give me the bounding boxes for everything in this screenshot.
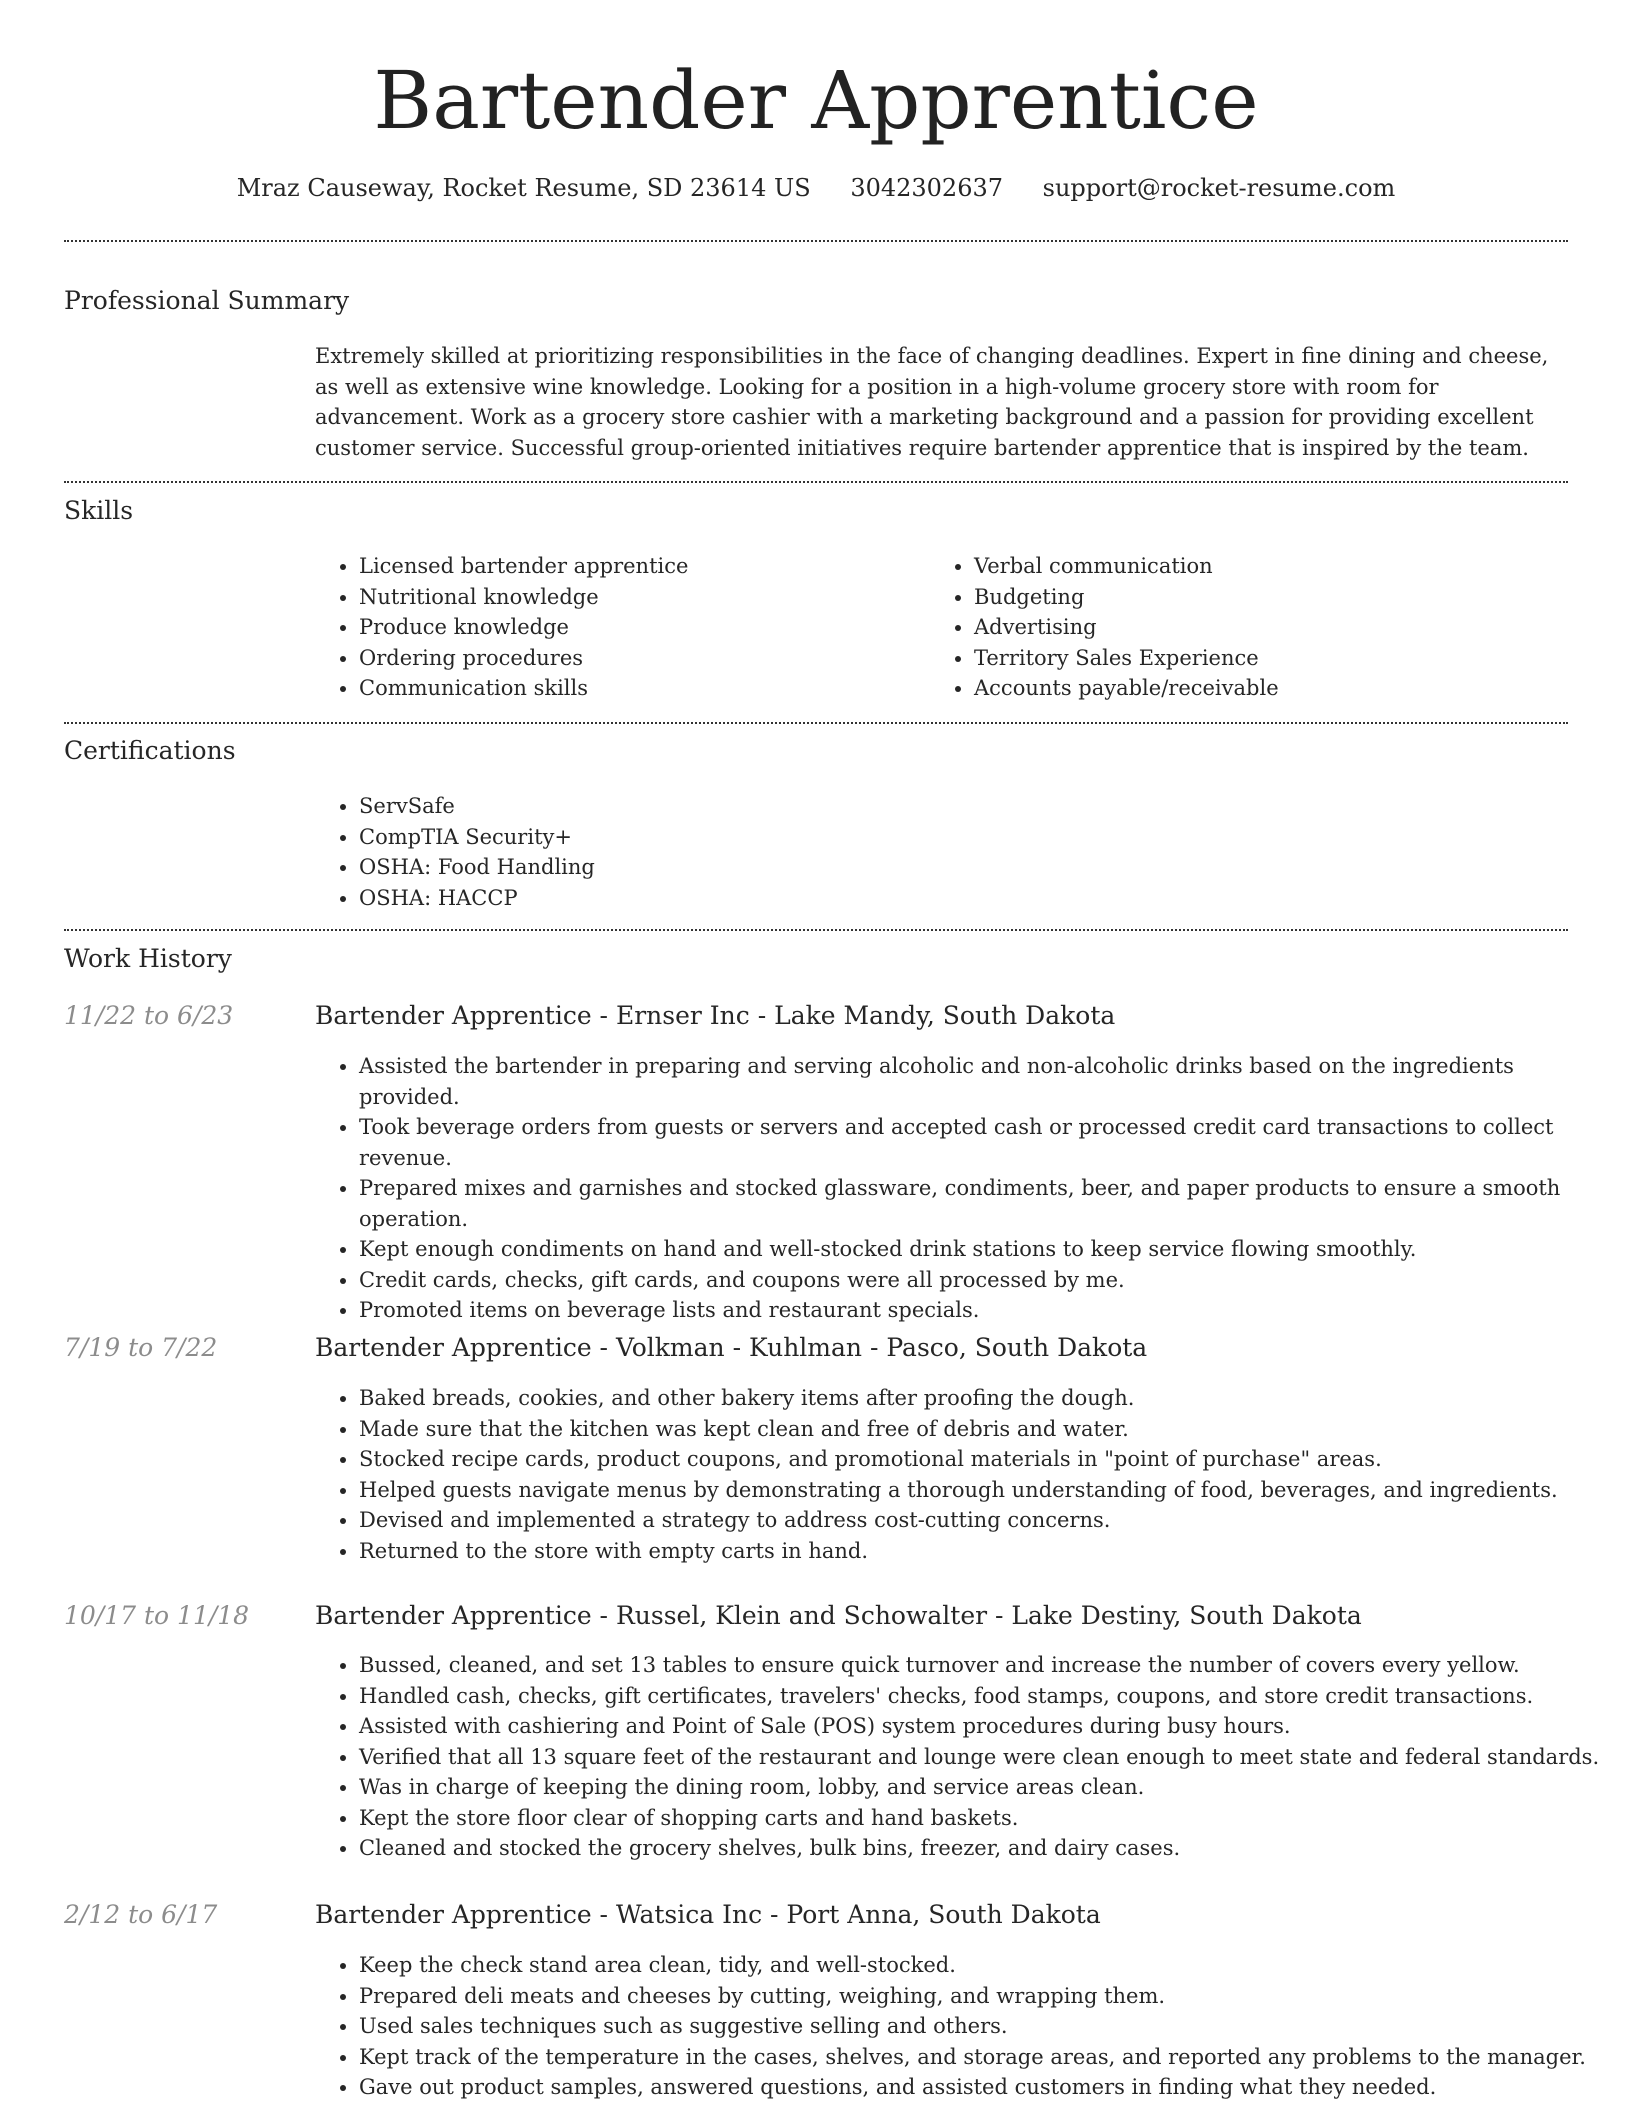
job-bullet: • Verified that all 13 square feet of the restaurant and lounge were clean enough to meet state and federal standards. [359, 1742, 1614, 1773]
job-bullet: • Kept the store floor clear of shopping carts and hand baskets. [359, 1803, 1614, 1834]
job-bullet: • Was in charge of keeping the dining room, lobby, and service areas clean. [359, 1772, 1614, 1803]
job-bullet: • Kept track of the temperature in the cases, shelves, and storage areas, and reported any problems to the manager. [359, 2042, 1614, 2073]
job-bullet: • Cleaned and stocked the grocery shelves, bulk bins, freezer, and dairy cases. [359, 1833, 1614, 1864]
skill-item: • Advertising [974, 612, 1574, 643]
job-bullet: • Helped guests navigate menus by demonstrating a thorough understanding of food, beverages, and ingredients. [359, 1475, 1614, 1506]
section-title-certifications: Certifications [64, 736, 236, 765]
job-bullet: • Promoted items on beverage lists and restaurant specials. [359, 1295, 1614, 1326]
skill-item: • Verbal communication [974, 551, 1574, 582]
skill-item: • Territory Sales Experience [974, 643, 1574, 674]
section-title-summary: Professional Summary [64, 286, 350, 315]
contact-email: support@rocket-resume.com [1042, 174, 1396, 202]
job-bullet: • Took beverage orders from guests or servers and accepted cash or processed credit card transactions to collect revenue. [359, 1112, 1614, 1173]
divider [64, 240, 1568, 242]
skills-list-right [930, 551, 1574, 704]
skill-item: • Budgeting [974, 582, 1574, 613]
skills-list-left [315, 551, 919, 704]
certification-item: • OSHA: Food Handling [359, 852, 1359, 883]
job-bullets [315, 1950, 1614, 2103]
job-bullet: • Handled cash, checks, gift certificates, travelers' checks, food stamps, coupons, and store credit transactions. [359, 1681, 1614, 1712]
certifications-list [315, 791, 1359, 913]
job-bullet: • Assisted with cashiering and Point of Sale (POS) system procedures during busy hours. [359, 1711, 1614, 1742]
job-bullet: • Keep the check stand area clean, tidy, and well-stocked. [359, 1950, 1614, 1981]
certification-item: • OSHA: HACCP [359, 883, 1359, 914]
job-title: Bartender Apprentice - Volkman - Kuhlman - Pasco, South Dakota [315, 1333, 1148, 1362]
skill-item: • Produce knowledge [359, 612, 919, 643]
job-bullets [315, 1650, 1614, 1864]
section-title-work-history: Work History [64, 944, 232, 973]
job-title: Bartender Apprentice - Russel, Klein and Schowalter - Lake Destiny, South Dakota [315, 1601, 1362, 1630]
contact-address: Mraz Causeway, Rocket Resume, SD 23614 US [236, 174, 811, 202]
job-bullet: • Prepared mixes and garnishes and stocked glassware, condiments, beer, and paper products to ensure a smooth operation. [359, 1173, 1614, 1234]
skill-item: • Ordering procedures [359, 643, 919, 674]
candidate-name: Bartender Apprentice [373, 54, 1259, 147]
certification-item: • ServSafe [359, 791, 1359, 822]
section-title-skills: Skills [64, 496, 134, 525]
skill-item: • Accounts payable/receivable [974, 673, 1574, 704]
job-bullet: • Made sure that the kitchen was kept clean and free of debris and water. [359, 1414, 1614, 1445]
job-dates: 11/22 to 6/23 [64, 1001, 234, 1030]
skill-item: • Communication skills [359, 673, 919, 704]
job-dates: 10/17 to 11/18 [64, 1601, 250, 1630]
divider [64, 481, 1568, 483]
job-bullets [315, 1051, 1614, 1326]
job-bullets [315, 1383, 1614, 1566]
job-bullet: • Returned to the store with empty carts in hand. [359, 1536, 1614, 1567]
job-bullet: • Assisted the bartender in preparing and serving alcoholic and non-alcoholic drinks based on the ingredients provided. [359, 1051, 1614, 1112]
job-dates: 2/12 to 6/17 [64, 1900, 218, 1929]
job-dates: 7/19 to 7/22 [64, 1333, 218, 1362]
job-bullet: • Credit cards, checks, gift cards, and coupons were all processed by me. [359, 1265, 1614, 1296]
divider [64, 722, 1568, 724]
job-bullet: • Used sales techniques such as suggestive selling and others. [359, 2011, 1614, 2042]
job-bullet: • Devised and implemented a strategy to address cost-cutting concerns. [359, 1505, 1614, 1536]
certification-item: • CompTIA Security+ [359, 822, 1359, 853]
job-title: Bartender Apprentice - Watsica Inc - Port Anna, South Dakota [315, 1900, 1101, 1929]
job-title: Bartender Apprentice - Ernser Inc - Lake Mandy, South Dakota [315, 1001, 1116, 1030]
job-bullet: • Gave out product samples, answered questions, and assisted customers in finding what they needed. [359, 2072, 1614, 2103]
divider [64, 929, 1568, 931]
skill-item: • Licensed bartender apprentice [359, 551, 919, 582]
job-bullet: • Bussed, cleaned, and set 13 tables to ensure quick turnover and increase the number of covers every yellow. [359, 1650, 1614, 1681]
contact-line [0, 170, 1632, 206]
job-bullet: • Kept enough condiments on hand and well-stocked drink stations to keep service flowing smoothly. [359, 1234, 1614, 1265]
job-bullet: • Baked breads, cookies, and other bakery items after proofing the dough. [359, 1383, 1614, 1414]
summary-text: Extremely skilled at prioritizing responsibilities in the face of changing deadlines. Expert in fine dining and cheese, as well as extensive wine knowledge. Looking for a position in a high-volume grocery store with room for advancement. Work as a grocery store cashier with a marketing background and a passion for providing excellent customer service. Successful group-oriented initiatives require bartender apprentice that is inspired by the team. [315, 344, 1549, 460]
job-bullet: • Prepared deli meats and cheeses by cutting, weighing, and wrapping them. [359, 1981, 1614, 2012]
job-bullet: • Stocked recipe cards, product coupons, and promotional materials in "point of purchase" areas. [359, 1444, 1614, 1475]
contact-phone: 3042302637 [850, 174, 1004, 202]
skill-item: • Nutritional knowledge [359, 582, 919, 613]
